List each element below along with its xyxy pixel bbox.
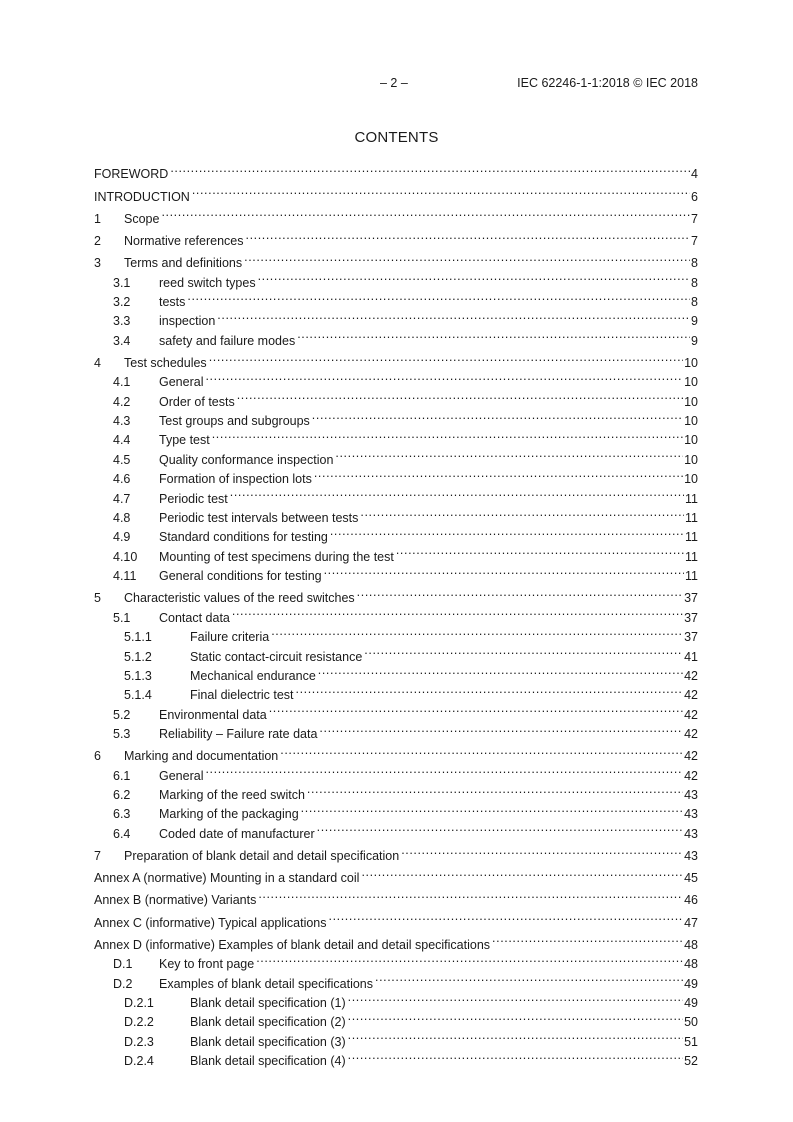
toc-entry-number: 6.4 xyxy=(113,826,131,841)
dot-leader xyxy=(246,226,691,245)
toc-entry-page: 43 xyxy=(684,788,698,803)
dot-leader xyxy=(317,818,683,837)
toc-entry-title: Key to front page xyxy=(159,957,255,972)
toc-entry[interactable] xyxy=(94,863,698,886)
toc-entry[interactable] xyxy=(94,287,698,309)
toc-entry-title: General xyxy=(159,375,204,390)
toc-entry[interactable] xyxy=(94,602,698,625)
toc-entry[interactable] xyxy=(94,661,698,683)
dot-leader xyxy=(192,181,690,200)
toc-entry-page: 9 xyxy=(691,333,698,348)
toc-entry[interactable] xyxy=(94,988,698,1010)
toc-entry[interactable] xyxy=(94,818,698,841)
dot-leader xyxy=(244,248,690,267)
toc-entry-title: Marking and documentation xyxy=(124,749,279,764)
toc-entry-number: 6 xyxy=(94,749,101,764)
toc-entry-title: Preparation of blank detail and detail specification xyxy=(124,849,400,864)
document-id: IEC 62246-1-1:2018 © IEC 2018 xyxy=(517,76,698,90)
dot-leader xyxy=(335,444,683,463)
toc-entry[interactable] xyxy=(94,522,698,545)
toc-entry[interactable] xyxy=(94,907,698,930)
toc-entry-number: 4.4 xyxy=(113,433,131,448)
dot-leader xyxy=(329,907,684,926)
dot-leader xyxy=(348,988,683,1007)
toc-entry-title: Blank detail specification (1) xyxy=(190,995,346,1010)
toc-entry-number: 4.11 xyxy=(113,569,137,584)
toc-entry-title: Test schedules xyxy=(124,355,207,370)
toc-entry-title: Annex B (normative) Variants xyxy=(94,893,257,908)
toc-entry-title: General xyxy=(159,768,204,783)
toc-entry-number: D.2.4 xyxy=(124,1054,154,1069)
toc-entry-title: Blank detail specification (2) xyxy=(190,1015,346,1030)
toc-entry-title: Annex C (informative) Typical applications xyxy=(94,915,327,930)
toc-entry-number: 6.2 xyxy=(113,788,131,803)
toc-entry-page: 7 xyxy=(691,211,698,226)
toc-entry[interactable] xyxy=(94,799,698,822)
toc-entry-title: Periodic test xyxy=(159,491,228,506)
dot-leader xyxy=(401,841,683,860)
toc-entry-number: 5.3 xyxy=(113,727,131,742)
toc-entry-number: 7 xyxy=(94,849,101,864)
table-of-contents xyxy=(94,159,698,1069)
toc-entry-title: Quality conformance inspection xyxy=(159,452,334,467)
dot-leader xyxy=(348,1026,683,1045)
toc-entry[interactable] xyxy=(94,929,698,952)
toc-entry-number: 5.1.1 xyxy=(124,630,152,645)
toc-entry[interactable] xyxy=(94,583,698,606)
dot-leader xyxy=(280,741,683,760)
toc-entry-title: Formation of inspection lots xyxy=(159,472,312,487)
dot-leader xyxy=(312,406,683,425)
dot-leader xyxy=(318,661,683,680)
toc-entry-page: 9 xyxy=(691,314,698,329)
toc-entry-page: 6 xyxy=(691,189,698,204)
toc-entry-title: Blank detail specification (4) xyxy=(190,1054,346,1069)
toc-entry-number: 5 xyxy=(94,591,101,606)
dot-leader xyxy=(492,929,683,948)
toc-entry-page: 43 xyxy=(684,849,698,864)
toc-entry-number: 4.1 xyxy=(113,375,131,390)
dot-leader xyxy=(348,1007,683,1026)
toc-entry-page: 51 xyxy=(684,1034,698,1049)
toc-entry[interactable] xyxy=(94,680,698,703)
toc-entry-title: safety and failure modes xyxy=(159,333,296,348)
toc-entry-page: 11 xyxy=(685,549,698,564)
toc-entry-page: 37 xyxy=(684,610,698,625)
toc-entry-title: reed switch types xyxy=(159,275,256,290)
toc-entry-number: 4.7 xyxy=(113,491,131,506)
page-header xyxy=(0,76,793,92)
dot-leader xyxy=(314,464,683,483)
toc-entry-page: 11 xyxy=(685,511,698,526)
toc-entry[interactable] xyxy=(94,367,698,390)
toc-entry-number: D.2.3 xyxy=(124,1034,154,1049)
toc-entry-title: Mechanical endurance xyxy=(190,668,316,683)
toc-entry[interactable] xyxy=(94,699,698,722)
dot-leader xyxy=(307,780,683,799)
toc-entry[interactable] xyxy=(94,226,698,248)
toc-entry[interactable] xyxy=(94,622,698,645)
dot-leader xyxy=(232,602,683,621)
toc-entry-page: 8 xyxy=(691,256,698,271)
toc-entry-title: Type test xyxy=(159,433,210,448)
toc-entry-title: Examples of blank detail specifications xyxy=(159,976,374,991)
dot-leader xyxy=(205,367,683,386)
toc-entry-number: 3 xyxy=(94,256,101,271)
toc-entry-number: 3.3 xyxy=(113,314,131,329)
dot-leader xyxy=(230,483,684,502)
dot-leader xyxy=(161,203,690,222)
toc-entry-page: 42 xyxy=(684,688,698,703)
dot-leader xyxy=(301,799,683,818)
toc-entry[interactable] xyxy=(94,1026,698,1049)
toc-entry[interactable] xyxy=(94,203,698,226)
toc-entry[interactable] xyxy=(94,968,698,991)
toc-entry[interactable] xyxy=(94,444,698,467)
toc-entry-number: D.1 xyxy=(113,957,133,972)
toc-entry-page: 42 xyxy=(684,749,698,764)
toc-entry-page: 37 xyxy=(684,591,698,606)
toc-entry-title: Characteristic values of the reed switches xyxy=(124,591,355,606)
toc-entry[interactable] xyxy=(94,159,698,182)
toc-entry[interactable] xyxy=(94,949,698,972)
toc-entry-page: 48 xyxy=(684,937,698,952)
toc-entry[interactable] xyxy=(94,483,698,506)
toc-entry-title: Normative references xyxy=(124,233,244,248)
toc-entry-page: 7 xyxy=(691,233,698,248)
toc-entry-number: 4.2 xyxy=(113,394,131,409)
toc-entry[interactable] xyxy=(94,503,698,526)
dot-leader xyxy=(357,583,683,602)
toc-entry-title: Failure criteria xyxy=(190,630,270,645)
toc-entry-title: Annex D (informative) Examples of blank detail and detail specifications xyxy=(94,937,491,952)
toc-entry-title: Reliability – Failure rate data xyxy=(159,727,318,742)
dot-leader xyxy=(258,885,683,904)
toc-entry-page: 42 xyxy=(684,768,698,783)
toc-entry-number: 4.8 xyxy=(113,511,131,526)
toc-entry[interactable] xyxy=(94,325,698,348)
toc-entry[interactable] xyxy=(94,181,698,204)
toc-entry-page: 42 xyxy=(684,727,698,742)
toc-entry-title: INTRODUCTION xyxy=(94,189,190,204)
toc-entry-title: Terms and definitions xyxy=(124,256,243,271)
toc-entry-title: Mounting of test specimens during the test xyxy=(159,549,394,564)
toc-entry-number: 4 xyxy=(94,355,101,370)
dot-leader xyxy=(360,503,684,522)
toc-entry-number: 5.1.2 xyxy=(124,649,152,664)
toc-entry-title: Standard conditions for testing xyxy=(159,530,328,545)
toc-entry[interactable] xyxy=(94,406,698,429)
toc-entry-page: 37 xyxy=(684,630,698,645)
toc-entry[interactable] xyxy=(94,248,698,271)
toc-entry-number: 4.10 xyxy=(113,549,138,564)
toc-entry-number: 1 xyxy=(94,211,101,226)
toc-entry[interactable] xyxy=(94,348,698,370)
toc-entry-page: 11 xyxy=(685,530,698,545)
toc-entry-number: D.2.1 xyxy=(124,995,154,1010)
toc-entry-title: Test groups and subgroups xyxy=(159,414,310,429)
dot-leader xyxy=(212,425,683,444)
dot-leader xyxy=(364,641,683,660)
toc-entry-number: 4.5 xyxy=(113,452,131,467)
toc-entry-number: 5.2 xyxy=(113,707,131,722)
toc-entry-page: 50 xyxy=(684,1015,698,1030)
toc-entry-title: Blank detail specification (3) xyxy=(190,1034,346,1049)
dot-leader xyxy=(396,541,684,560)
toc-entry-title: FOREWORD xyxy=(94,167,169,182)
toc-entry-page: 10 xyxy=(684,472,698,487)
toc-entry-number: 3.2 xyxy=(113,294,131,309)
toc-entry[interactable] xyxy=(94,464,698,487)
toc-entry-title: Contact data xyxy=(159,610,230,625)
toc-entry[interactable] xyxy=(94,780,698,803)
toc-entry-title: Coded date of manufacturer xyxy=(159,826,315,841)
toc-entry[interactable] xyxy=(94,1007,698,1030)
toc-entry-page: 8 xyxy=(691,275,698,290)
dot-leader xyxy=(187,287,690,306)
toc-entry[interactable] xyxy=(94,841,698,864)
toc-entry-title: Periodic test intervals between tests xyxy=(159,511,359,526)
page-number: – 2 – xyxy=(380,76,408,90)
dot-leader xyxy=(237,386,683,405)
toc-entry-title: tests xyxy=(159,294,186,309)
toc-entry-number: D.2.2 xyxy=(124,1015,154,1030)
toc-entry[interactable] xyxy=(94,267,698,290)
toc-entry-page: 43 xyxy=(684,807,698,822)
toc-entry-page: 11 xyxy=(685,491,698,506)
toc-entry-page: 43 xyxy=(684,826,698,841)
dot-leader xyxy=(256,949,683,968)
toc-entry-number: 4.9 xyxy=(113,530,131,545)
toc-entry-page: 47 xyxy=(684,915,698,930)
toc-entry-page: 52 xyxy=(684,1054,698,1069)
toc-entry-title: Environmental data xyxy=(159,707,267,722)
toc-entry[interactable] xyxy=(94,760,698,783)
dot-leader xyxy=(209,348,683,367)
dot-leader xyxy=(297,325,690,344)
toc-entry-page: 10 xyxy=(684,355,698,370)
toc-entry-number: 6.3 xyxy=(113,807,131,822)
toc-entry-title: Marking of the reed switch xyxy=(159,788,305,803)
dot-leader xyxy=(269,699,683,718)
toc-entry-number: 2 xyxy=(94,233,101,248)
dot-leader xyxy=(217,306,690,325)
toc-entry-title: Marking of the packaging xyxy=(159,807,299,822)
toc-entry-page: 41 xyxy=(684,649,698,664)
toc-entry-title: Final dielectric test xyxy=(190,688,294,703)
page-title: CONTENTS xyxy=(354,129,439,146)
toc-entry-page: 10 xyxy=(684,394,698,409)
toc-entry-title: Scope xyxy=(124,211,160,226)
toc-entry-page: 10 xyxy=(684,433,698,448)
toc-entry-page: 45 xyxy=(684,871,698,886)
toc-entry-page: 49 xyxy=(684,976,698,991)
toc-entry-title: Static contact-circuit resistance xyxy=(190,649,363,664)
dot-leader xyxy=(271,622,683,641)
dot-leader xyxy=(361,863,683,882)
toc-entry-title: Annex A (normative) Mounting in a standard coil xyxy=(94,871,360,886)
dot-leader xyxy=(205,760,683,779)
dot-leader xyxy=(375,968,683,987)
toc-entry-page: 42 xyxy=(684,668,698,683)
toc-entry-number: 6.1 xyxy=(113,768,131,783)
toc-entry-number: 4.3 xyxy=(113,414,131,429)
toc-entry-page: 8 xyxy=(691,294,698,309)
toc-entry-title: inspection xyxy=(159,314,216,329)
toc-entry[interactable] xyxy=(94,541,698,564)
toc-entry-number: 5.1.3 xyxy=(124,668,152,683)
toc-entry-title: General conditions for testing xyxy=(159,569,322,584)
toc-entry-page: 49 xyxy=(684,995,698,1010)
dot-leader xyxy=(330,522,684,541)
toc-entry-page: 42 xyxy=(684,707,698,722)
toc-entry[interactable] xyxy=(94,561,698,584)
toc-entry-number: 5.1 xyxy=(113,610,131,625)
toc-entry-page: 10 xyxy=(684,414,698,429)
toc-entry-page: 4 xyxy=(691,167,698,182)
dot-leader xyxy=(296,680,684,699)
dot-leader xyxy=(348,1046,683,1065)
dot-leader xyxy=(324,561,684,580)
toc-entry-number: D.2 xyxy=(113,976,133,991)
toc-entry[interactable] xyxy=(94,741,698,764)
toc-entry[interactable] xyxy=(94,425,698,448)
toc-entry-number: 5.1.4 xyxy=(124,688,152,703)
toc-entry-page: 48 xyxy=(684,957,698,972)
toc-entry-number: 3.1 xyxy=(113,275,131,290)
toc-entry-title: Order of tests xyxy=(159,394,235,409)
toc-entry-page: 10 xyxy=(684,375,698,390)
toc-entry-page: 11 xyxy=(685,569,698,584)
toc-entry[interactable] xyxy=(94,885,698,908)
toc-entry-page: 46 xyxy=(684,893,698,908)
toc-entry-page: 10 xyxy=(684,452,698,467)
toc-entry-number: 4.6 xyxy=(113,472,131,487)
dot-leader xyxy=(258,267,690,286)
toc-entry[interactable] xyxy=(94,1046,698,1069)
toc-entry[interactable] xyxy=(94,386,698,409)
dot-leader xyxy=(319,719,683,738)
toc-entry[interactable] xyxy=(94,719,698,742)
toc-entry[interactable] xyxy=(94,306,698,329)
dot-leader xyxy=(170,159,690,178)
toc-entry-number: 3.4 xyxy=(113,333,131,348)
toc-entry[interactable] xyxy=(94,641,698,664)
